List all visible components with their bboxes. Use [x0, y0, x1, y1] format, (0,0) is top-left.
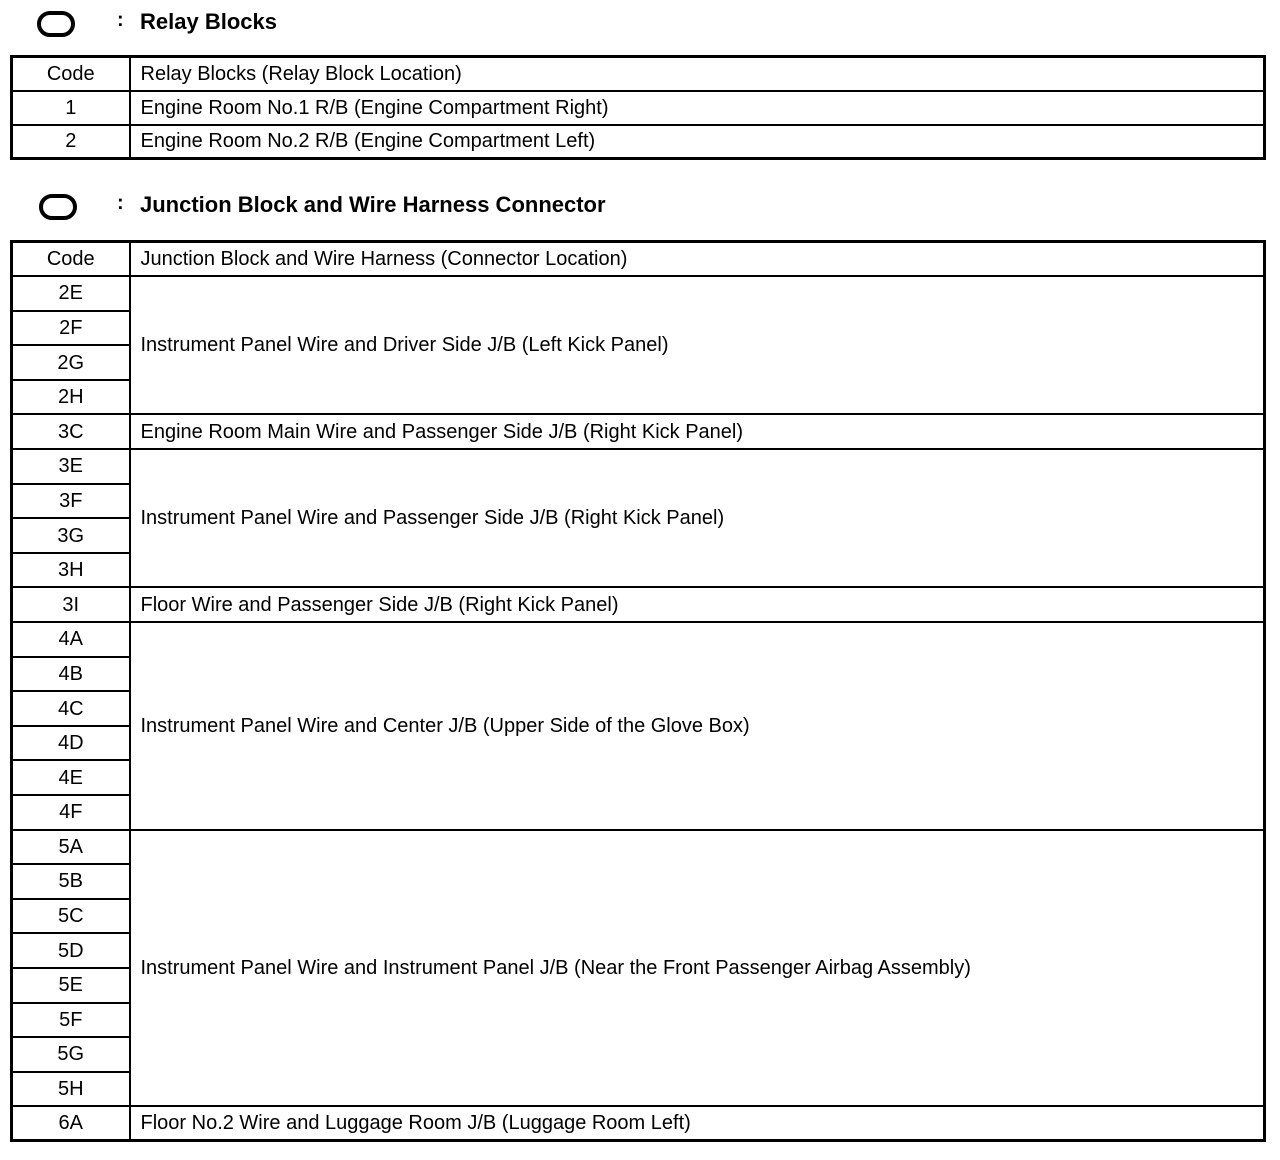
- code-cell: 3C: [12, 414, 130, 449]
- code-cell: 5F: [12, 1003, 130, 1038]
- header-code-cell: Code: [12, 57, 130, 91]
- desc-cell: Engine Room Main Wire and Passenger Side J/B (Right Kick Panel): [130, 414, 1265, 449]
- header-desc-cell: Relay Blocks (Relay Block Location): [130, 57, 1265, 91]
- code-cell: 3H: [12, 553, 130, 588]
- header-desc-cell: Junction Block and Wire Harness (Connector Location): [130, 242, 1265, 277]
- relay-blocks-table: [10, 55, 1266, 160]
- code-cell: 3I: [12, 587, 130, 622]
- code-cell: 5B: [12, 864, 130, 899]
- code-cell: 4E: [12, 760, 130, 795]
- relay-blocks-heading: [0, 0, 1280, 40]
- desc-cell: Instrument Panel Wire and Driver Side J/B (Left Kick Panel): [130, 276, 1265, 414]
- code-cell: 5E: [12, 968, 130, 1003]
- code-cell: 2H: [12, 380, 130, 415]
- relay-blocks-title: Relay Blocks: [140, 9, 277, 34]
- table-header-row: [12, 57, 1265, 91]
- junction-block-symbol-icon: [39, 194, 77, 220]
- code-cell: 2F: [12, 311, 130, 346]
- desc-cell: Instrument Panel Wire and Passenger Side J/B (Right Kick Panel): [130, 449, 1265, 587]
- desc-cell: Engine Room No.1 R/B (Engine Compartment Right): [130, 91, 1265, 125]
- code-cell: 2G: [12, 345, 130, 380]
- junction-block-title: Junction Block and Wire Harness Connector: [140, 192, 606, 217]
- junction-block-heading: [0, 183, 1280, 223]
- table-header-row: [12, 242, 1265, 277]
- header-code-cell: Code: [12, 242, 130, 277]
- table-row: [12, 622, 1265, 657]
- code-cell: 4B: [12, 657, 130, 692]
- desc-cell: Floor Wire and Passenger Side J/B (Right Kick Panel): [130, 587, 1265, 622]
- table-row: [12, 91, 1265, 125]
- desc-cell: Instrument Panel Wire and Instrument Panel J/B (Near the Front Passenger Airbag Assembly): [130, 830, 1265, 1107]
- table-row: [12, 587, 1265, 622]
- code-cell: 6A: [12, 1106, 130, 1141]
- table-row: [12, 414, 1265, 449]
- relay-heading-colon: :: [117, 9, 124, 31]
- code-cell: 1: [12, 91, 130, 125]
- desc-cell: Floor No.2 Wire and Luggage Room J/B (Luggage Room Left): [130, 1106, 1265, 1141]
- desc-cell: Engine Room No.2 R/B (Engine Compartment Left): [130, 125, 1265, 159]
- table-row: [12, 276, 1265, 311]
- relay-block-symbol-icon: [37, 11, 75, 37]
- table-row: [12, 125, 1265, 159]
- code-cell: 4A: [12, 622, 130, 657]
- table-row: [12, 449, 1265, 484]
- code-cell: 4F: [12, 795, 130, 830]
- code-cell: 2: [12, 125, 130, 159]
- table-row: [12, 830, 1265, 865]
- junction-heading-colon: :: [117, 192, 124, 214]
- code-cell: 4C: [12, 691, 130, 726]
- desc-cell: Instrument Panel Wire and Center J/B (Upper Side of the Glove Box): [130, 622, 1265, 830]
- code-cell: 2E: [12, 276, 130, 311]
- code-cell: 5A: [12, 830, 130, 865]
- table-row: [12, 1106, 1265, 1141]
- code-cell: 3G: [12, 518, 130, 553]
- code-cell: 5C: [12, 899, 130, 934]
- code-cell: 5D: [12, 933, 130, 968]
- code-cell: 3F: [12, 484, 130, 519]
- code-cell: 3E: [12, 449, 130, 484]
- code-cell: 5G: [12, 1037, 130, 1072]
- code-cell: 5H: [12, 1072, 130, 1107]
- code-cell: 4D: [12, 726, 130, 761]
- junction-block-table: [10, 240, 1266, 1142]
